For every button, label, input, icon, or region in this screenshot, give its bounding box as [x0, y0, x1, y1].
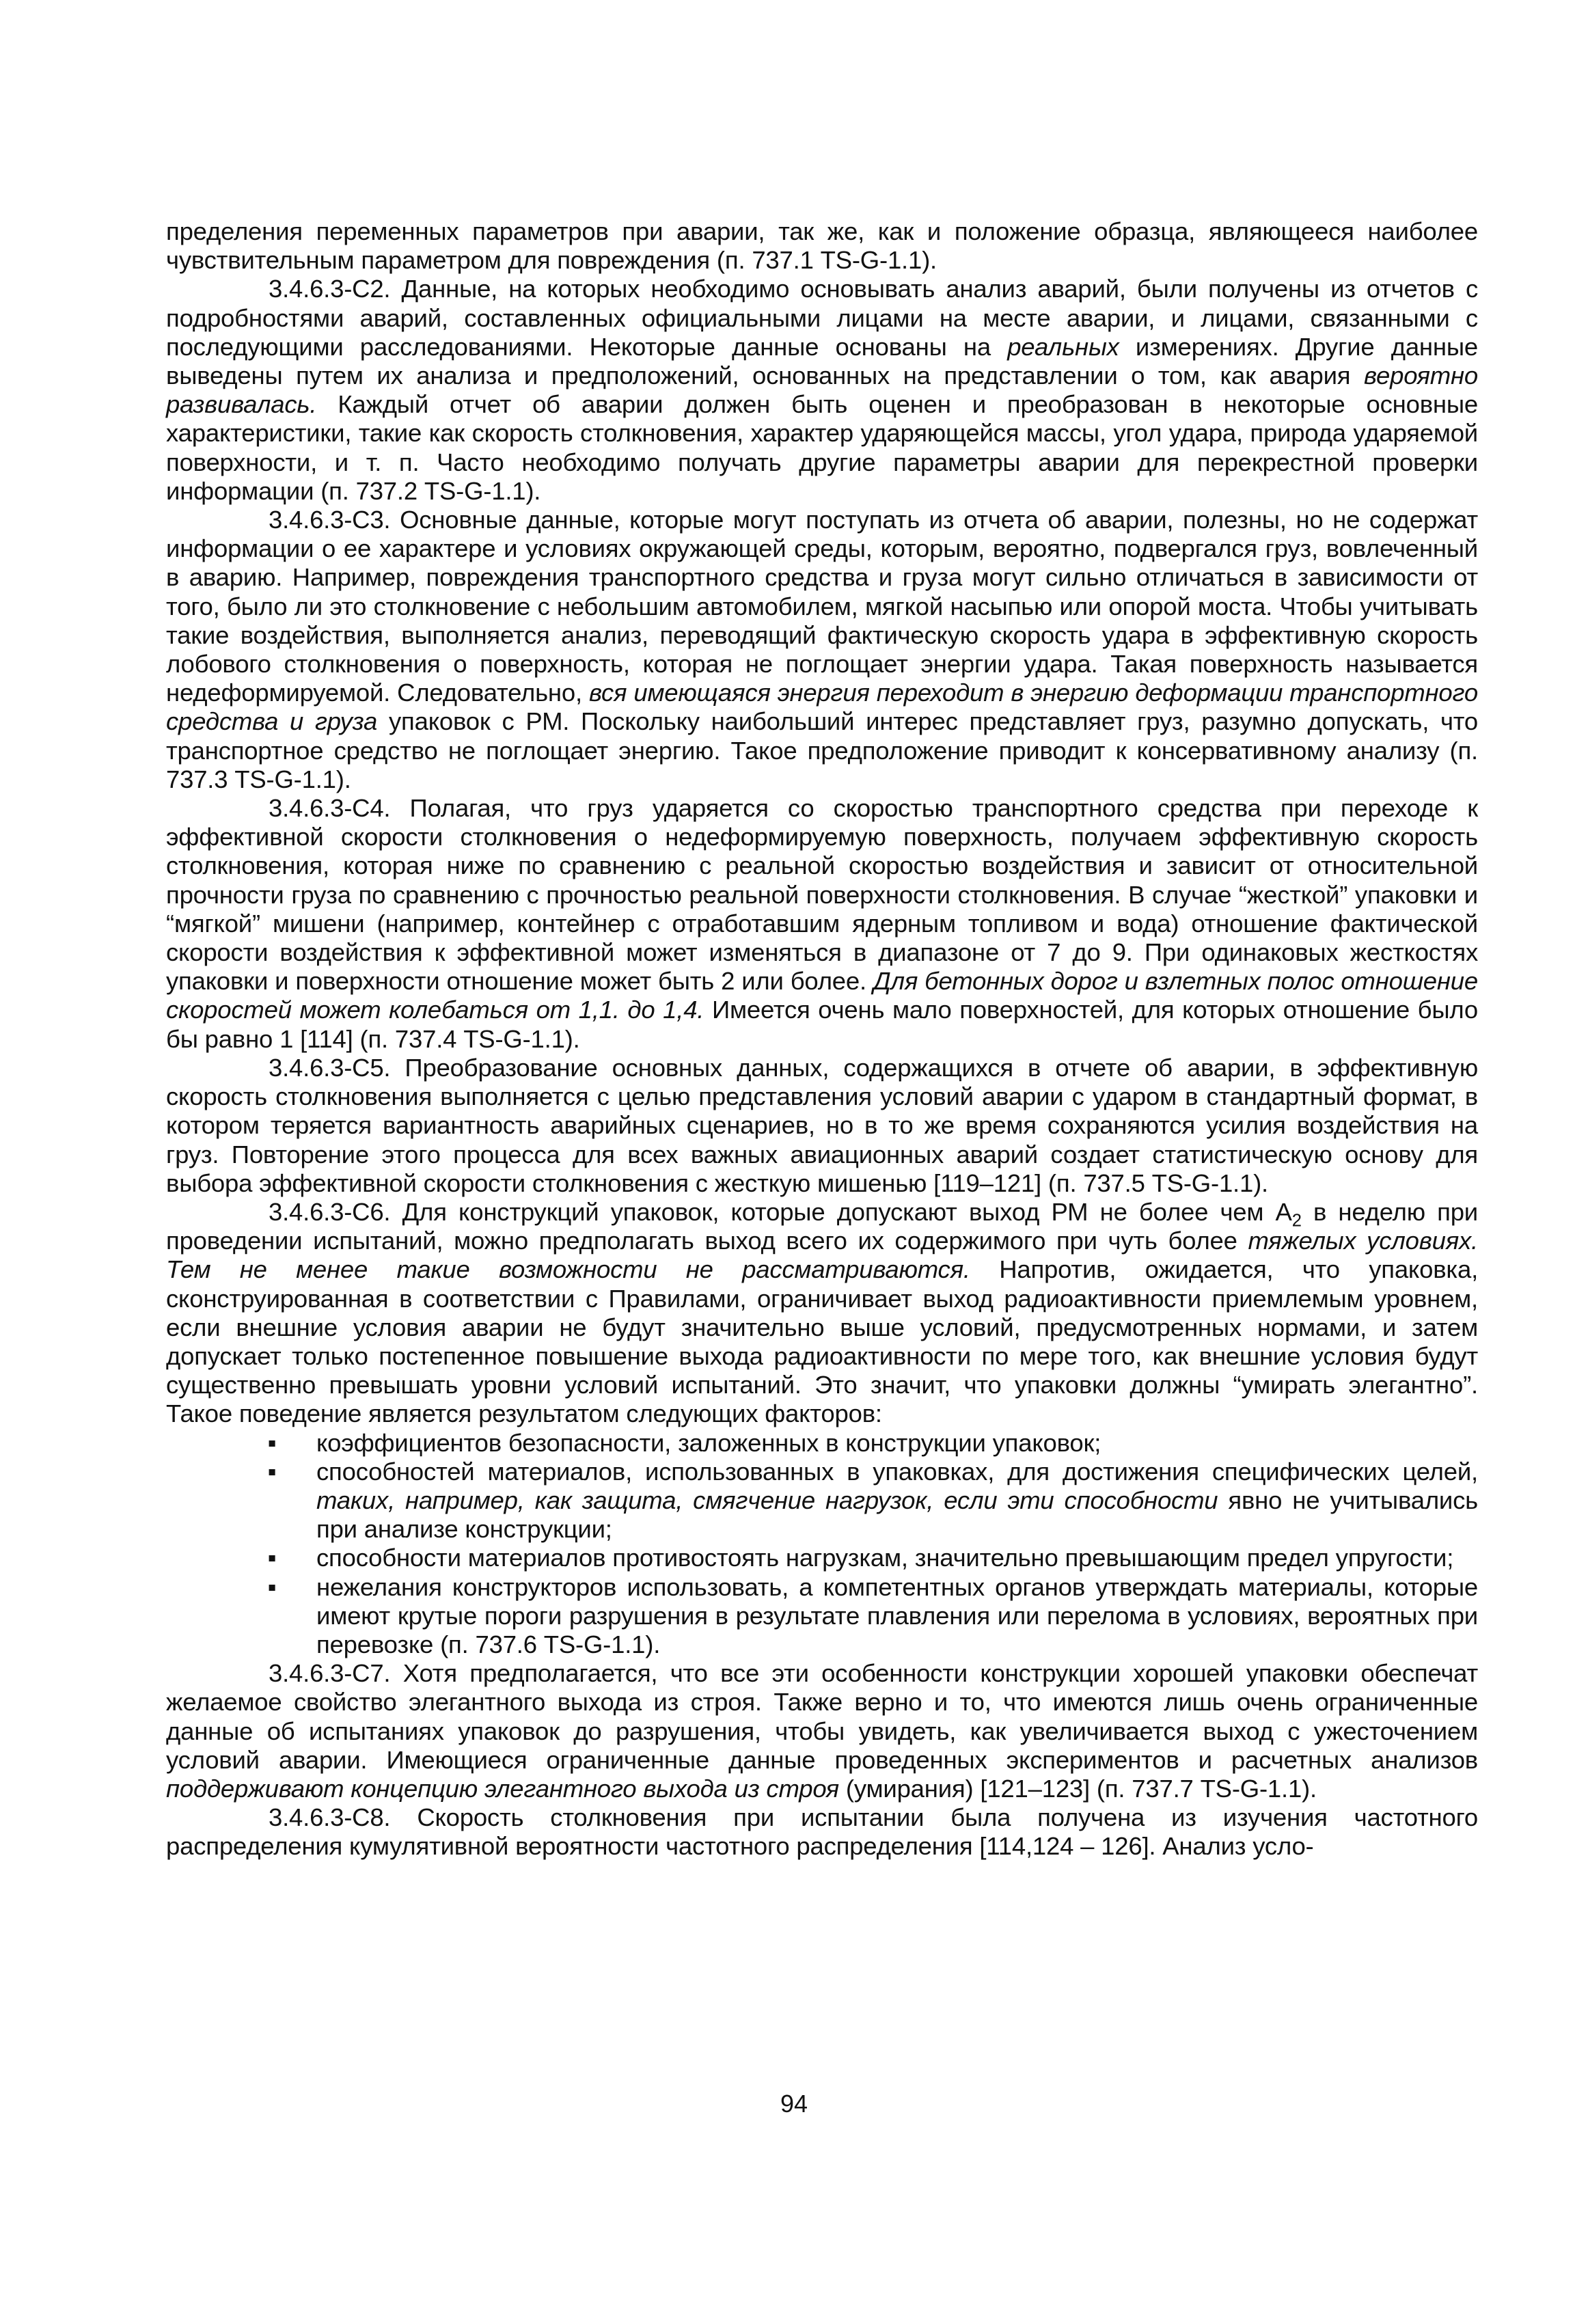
list-item-text: явно не учитывались при анализе конструкции; [316, 1486, 1478, 1544]
paragraph-text: Преобразование основных данных, содержащихся в отчете об аварии, в эффективную скорость столкновения выполняется с целью представления условий аварии с ударом в стандартный формат, в котором теряется вариантность аварийных сценариев, но в то же время сохраняются усилия воздействия на груз. Повторение этого процесса для всех важных авиационных аварий создает статистическую основу для выбора эффективной скорости столкновения с жесткую мишенью [119–121] (п. 737.5 TS-G-1.1). [166, 1053, 1478, 1197]
emphasis-text: поддерживают концепцию элегантного выхода из строя [166, 1774, 839, 1803]
emphasis-text: таких, например, как защита, смягчение нагрузок, если эти способности [316, 1486, 1218, 1514]
paragraph-label: 3.4.6.3-С5. [269, 1053, 391, 1082]
paragraph-text: измерениях. Другие данные выведены путем их анализа и предположений, основанных на представлении о том, как авария [166, 332, 1478, 390]
paragraph-label: 3.4.6.3-С8. [269, 1803, 391, 1832]
paragraph-c8 [166, 1803, 1478, 1861]
paragraph-continuation [166, 217, 1478, 275]
paragraph-text: Основные данные, которые могут поступать из отчета об аварии, полезны, но не содержат информации о ее характере и условиях окружающей среды, которым, вероятно, подвергался груз, вовлеченный в аварию. Например, повреждения транспортного средства и груза могут сильно отличаться в зависимости от того, было ли это столкновение с небольшим автомобилем, мягкой насыпью или опорой моста. Чтобы учитывать такие воздействия, выполняется анализ, переводящий фактическую скорость удара в эффективную скорость лобового столкновения о поверхность, которая не поглощает энергии удара. Такая поверхность называется недеформируемой. Следовательно, [166, 506, 1478, 707]
paragraph-text: Имеется очень мало поверхностей, для которых отношение было бы равно 1 [114] (п. 737.4 TS-G-1.1). [166, 996, 1478, 1053]
paragraph-c4 [166, 794, 1478, 1054]
bullet-icon: ▪ [267, 1544, 277, 1572]
paragraph-text: упаковок с РМ. Поскольку наибольший интерес представляет груз, разумно допускать, что транспортное средство не поглощает энергию. Такое предположение приводит к консервативному анализу (п. 737.3 TS-G-1.1). [166, 707, 1479, 793]
factor-list [166, 1429, 1478, 1660]
paragraph-c5 [166, 1054, 1478, 1198]
list-item [166, 1544, 1478, 1572]
emphasis-text: реальных [1007, 332, 1119, 361]
paragraph-c7 [166, 1659, 1478, 1803]
paragraph-label: 3.4.6.3-С4. [269, 794, 391, 823]
paragraph-label: 3.4.6.3-С2. [269, 275, 391, 303]
emphasis-text: вероятно развивалась. [166, 361, 1478, 419]
list-item [166, 1573, 1478, 1660]
paragraph-text: Полагая, что груз ударяется со скоростью транспортного средства при переходе к эффективной скорости столкновения о недеформируемую поверхность, получаем эффективную скорость столкновения, которая ниже по сравнению с реальной скоростью воздействия и зависит от относительной прочности груза по сравнению с прочностью реальной поверхности столкновения. В случае “жесткой” упаковки и “мягкой” мишени (например, контейнер с отработавшим ядерным топливом и вода) отношение фактической скорости воздействия к эффективной может изменяться в диапазоне от 7 до 9. При одинаковых жесткостях упаковки и поверхности отношение может быть 2 или более. [166, 794, 1478, 996]
paragraph-text: Данные, на которых необходимо основывать анализ аварий, были получены из отчетов с подробностями аварий, составленных официальными лицами на месте аварии, и лицами, связанными с последующими расследованиями. Некоторые данные основаны на [166, 275, 1478, 361]
paragraph-text: Напротив, ожидается, что упаковка, сконструированная в соответствии с Правилами, ограничивает выход радиоактивности приемлемым уровнем, если внешние условия аварии не будут значительно выше условий, предусмотренных нормами, и затем допускает только постепенное повышение выхода радиоактивности по мере того, как внешние условия будут существенно превышать уровни условий испытаний. Это значит, что упаковки должны “умирать элегантно”. Такое поведение является результатом следующих факторов: [166, 1255, 1479, 1428]
paragraph-c2 [166, 275, 1478, 506]
paragraph-text: Каждый отчет об аварии должен быть оценен и преобразован в некоторые основные характеристики, такие как скорость столкновения, характер ударяющейся массы, угол удара, природа ударяемой поверхности, и т. п. Часто необходимо получать другие параметры аварии для перекрестной проверки информации (п. 737.2 TS-G-1.1). [166, 390, 1478, 505]
document-body [166, 217, 1478, 1861]
page-number: 94 [780, 2090, 808, 2118]
paragraph-text: (умирания) [121–123] (п. 737.7 TS-G-1.1). [838, 1774, 1317, 1803]
paragraph-text: Для конструкций упаковок, которые допускают выход РМ не более чем А [390, 1197, 1292, 1226]
list-item-text: способностей материалов, использованных в упаковках, для достижения специфических целей, [316, 1457, 1478, 1486]
list-item-text: коэффициентов безопасности, заложенных в конструкции упаковок; [316, 1428, 1101, 1457]
emphasis-text: Для бетонных дорог и взлетных полос отношение скоростей может колебаться от 1,1. до 1,4. [166, 967, 1478, 1024]
bullet-icon: ▪ [267, 1428, 277, 1457]
list-item-text: способности материалов противостоять нагрузкам, значительно превышающим предел упругости; [316, 1544, 1454, 1572]
emphasis-text: вся имеющаяся энергия переходит в энергию деформации транспортного средства и груза [166, 679, 1479, 736]
paragraph-label: 3.4.6.3-С3. [269, 506, 391, 534]
paragraph-label: 3.4.6.3-С7. [269, 1659, 391, 1688]
paragraph-label: 3.4.6.3-С6. [269, 1197, 391, 1226]
paragraph-text: в неделю при проведении испытаний, можно предполагать выход всего их содержимого при чуть более [166, 1197, 1478, 1255]
list-item [166, 1429, 1478, 1458]
paragraph-c6 [166, 1198, 1478, 1429]
paragraph-c3 [166, 506, 1478, 794]
paragraph-text: Скорость столкновения при испытании была получена из изучения частотного распределения кумулятивной вероятности частотного распределения [114,124 – 126]. Анализ усло- [166, 1803, 1478, 1861]
paragraph-text: Хотя предполагается, что все эти особенности конструкции хорошей упаковки обеспечат желаемое свойство элегантного выхода из строя. Также верно и то, что имеются лишь очень ограниченные данные об испытаниях упаковок до разрушения, чтобы увидеть, как увеличивается выход с ужесточением условий аварии. Имеющиеся ограниченные данные проведенных экспериментов и расчетных анализов [166, 1659, 1478, 1774]
paragraph-text: пределения переменных параметров при аварии, так же, как и положение образца, являющееся наиболее чувствительным параметром для повреждения (п. 737.1 TS-G-1.1). [166, 217, 1478, 275]
emphasis-text: тяжелых условиях. Тем не менее такие возможности не рассматриваются. [166, 1227, 1478, 1284]
bullet-icon: ▪ [267, 1572, 277, 1601]
bullet-icon: ▪ [267, 1457, 277, 1486]
list-item-text: нежелания конструкторов использовать, а компетентных органов утверждать материалы, которые имеют крутые пороги разрушения в результате плавления или перелома в условиях, вероятных при перевозке (п. 737.6 TS-G-1.1). [316, 1572, 1478, 1658]
list-item [166, 1458, 1478, 1544]
subscript-text: 2 [1291, 1211, 1302, 1231]
